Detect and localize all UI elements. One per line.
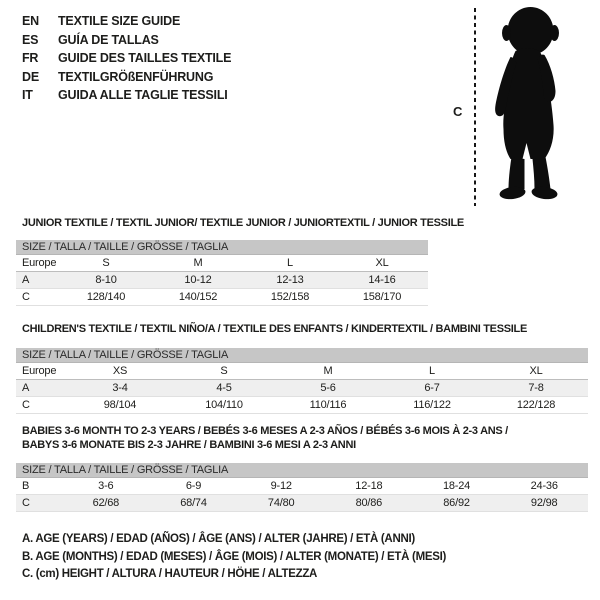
value-cell: 86/92: [443, 497, 470, 509]
table-row-age: [16, 380, 588, 397]
value-cell: 98/104: [103, 399, 137, 411]
size-cell: M: [193, 257, 203, 269]
junior-size-table: [16, 240, 428, 306]
note-b: B. AGE (MONTHS) / EDAD (MESES) / ÂGE (MOIS) / ALTER (MONATE) / ETÀ (MESI): [22, 550, 447, 563]
lang-row-en: [22, 12, 231, 31]
lang-title: GUIDE DES TAILLES TEXTILE: [58, 51, 232, 65]
value-cell: 110/116: [309, 399, 347, 411]
table-row-europe: [16, 363, 588, 380]
value-cell: 5-6: [320, 382, 336, 394]
value-cell: 122/128: [516, 399, 556, 411]
value-cell: 92/98: [530, 497, 558, 509]
size-cell: S: [102, 257, 110, 269]
legend-notes: [22, 531, 446, 584]
row-label: A: [22, 382, 30, 394]
value-cell: 68/74: [180, 497, 207, 509]
value-cell: 24-36: [530, 480, 558, 492]
value-cell: 104/110: [205, 399, 243, 411]
babies-heading-line2: BABYS 3-6 MONATE BIS 2-3 JAHRE / BAMBINI 3-6 MESI A 2-3 ANNI: [22, 439, 356, 451]
babies-size-table: [16, 463, 588, 512]
lang-code: IT: [22, 88, 33, 102]
lang-row-it: [22, 86, 231, 105]
size-cell: L: [287, 257, 293, 269]
value-cell: 12-13: [276, 274, 304, 286]
table-row-age: [16, 272, 428, 289]
value-cell: 8-10: [95, 274, 117, 286]
value-cell: 128/140: [86, 291, 126, 303]
size-header-bar: SIZE / TALLA / TAILLE / GRÖSSE / TAGLIA: [16, 240, 428, 255]
size-cell: XL: [529, 365, 543, 377]
row-label: Europe: [22, 257, 57, 269]
table-row-height: [16, 289, 428, 306]
lang-code: FR: [22, 51, 39, 65]
table-row-europe: [16, 255, 428, 272]
height-measure-dashed-line: [474, 8, 476, 206]
lang-row-de: [22, 68, 231, 87]
row-label: A: [22, 274, 30, 286]
size-cell: L: [429, 365, 435, 377]
value-cell: 152/158: [270, 291, 310, 303]
value-cell: 18-24: [442, 480, 471, 492]
row-label: C: [22, 291, 30, 303]
value-cell: 7-8: [528, 382, 544, 394]
value-cell: 3-6: [98, 480, 114, 492]
children-section-heading: CHILDREN'S TEXTILE / TEXTIL NIÑO/A / TEXTILE DES ENFANTS / KINDERTEXTIL / BAMBINI TESSILE: [22, 323, 527, 335]
size-cell: M: [323, 365, 333, 377]
size-header-bar: SIZE / TALLA / TAILLE / GRÖSSE / TAGLIA: [16, 463, 588, 478]
value-cell: 4-5: [216, 382, 232, 394]
lang-code: DE: [22, 69, 39, 84]
height-measure-label: C: [453, 104, 463, 119]
value-cell: 6-9: [185, 480, 202, 492]
value-cell: 3-4: [112, 382, 128, 394]
note-a: A. AGE (YEARS) / EDAD (AÑOS) / ÂGE (ANS) / ALTER (JAHRE) / ETÀ (ANNI): [22, 533, 415, 545]
value-cell: 158/170: [362, 291, 402, 303]
row-label: Europe: [22, 365, 57, 377]
babies-heading-line1: BABIES 3-6 MONTH TO 2-3 YEARS / BEBÉS 3-6 MESES A 2-3 AÑOS / BÉBÉS 3-6 MOIS À 2-3 ANS /: [22, 425, 508, 437]
size-cell: S: [220, 365, 228, 377]
junior-section-heading: JUNIOR TEXTILE / TEXTIL JUNIOR/ TEXTILE JUNIOR / JUNIORTEXTIL / JUNIOR TESSILE: [22, 217, 464, 229]
language-title-list: [22, 12, 231, 105]
value-cell: 62/68: [92, 497, 120, 509]
children-size-table: [16, 348, 588, 414]
lang-title: TEXTILE SIZE GUIDE: [58, 14, 181, 28]
size-header-bar: SIZE / TALLA / TAILLE / GRÖSSE / TAGLIA: [16, 348, 588, 363]
value-cell: 14-16: [368, 274, 396, 286]
value-cell: 6-7: [424, 382, 440, 394]
lang-row-fr: [22, 49, 231, 68]
toddler-silhouette-image: [482, 5, 578, 205]
lang-code: EN: [22, 14, 39, 28]
value-cell: 74/80: [267, 497, 295, 509]
babies-section-heading: [22, 424, 582, 452]
value-cell: 12-18: [355, 480, 383, 492]
size-cell: XS: [112, 365, 128, 377]
row-label: C: [22, 399, 30, 411]
row-label: B: [22, 480, 30, 492]
lang-code: ES: [22, 32, 39, 47]
value-cell: 80/86: [355, 497, 383, 509]
table-row-height: [16, 495, 588, 512]
value-cell: 9-12: [270, 480, 292, 492]
value-cell: 140/152: [178, 291, 218, 303]
table-row-age-months: [16, 478, 588, 495]
lang-title: GUIDA ALLE TAGLIE TESSILI: [58, 88, 228, 102]
lang-title: TEXTILGRÖßENFÜHRUNG: [58, 69, 214, 84]
value-cell: 116/122: [413, 399, 451, 411]
lang-row-es: [22, 31, 231, 50]
lang-title: GUÍA DE TALLAS: [58, 32, 159, 47]
size-cell: XL: [375, 257, 389, 269]
note-c: C. (cm) HEIGHT / ALTURA / HAUTEUR / HÖHE / ALTEZZA: [22, 568, 318, 580]
value-cell: 10-12: [184, 274, 212, 286]
table-row-height: [16, 397, 588, 414]
row-label: C: [22, 497, 30, 509]
